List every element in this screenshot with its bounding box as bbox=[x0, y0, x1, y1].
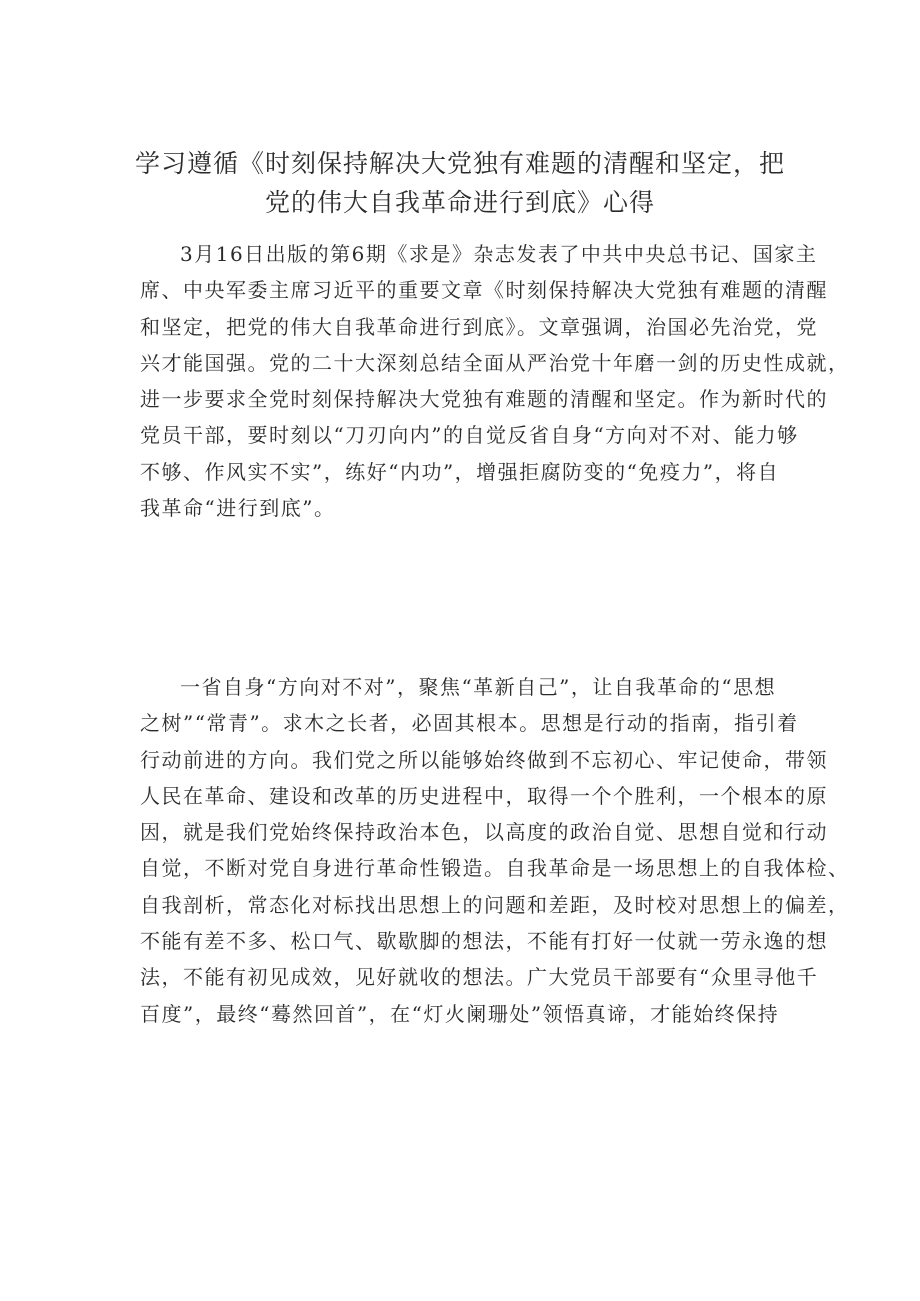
text-line: 一省自身“方向对不对”，聚焦“革新自己”，让自我革命的“思想 bbox=[180, 675, 777, 699]
text-line: 进一步要求全党时刻保持解决大党独有难题的清醒和坚定。作为新时代的 bbox=[140, 387, 828, 412]
text-line: 之树”“常青”。求木之长者，必固其根本。思想是行动的指南，指引着 bbox=[140, 711, 799, 736]
paragraph-section-one bbox=[140, 669, 850, 1032]
text-line: 我革命“进行到底”。 bbox=[140, 496, 336, 521]
text-line: 党员干部，要时刻以“刀刃向内”的自觉反省自身“方向对不对、能力够 bbox=[140, 423, 799, 448]
text-line: 和坚定，把党的伟大自我革命进行到底》。文章强调，治国必先治党，党 bbox=[140, 314, 818, 339]
text-line: 自觉，不断对党自身进行革命性锻造。自我革命是一场思想上的自我体检、 bbox=[140, 856, 850, 881]
text-line: 行动前进的方向。我们党之所以能够始终做到不忘初心、牢记使命，带领 bbox=[140, 747, 828, 772]
text-line: 自我剖析，常态化对标找出思想上的问题和差距，及时校对思想上的偏差， bbox=[140, 892, 850, 917]
paragraph-intro bbox=[140, 236, 850, 526]
text-line: 不够、作风实不实”，练好“内功”，增强拒腐防变的“免疫力”，将自 bbox=[140, 459, 780, 484]
text-line: 百度”，最终“蓦然回首”，在“灯火阑珊处”领悟真谛，才能始终保持 bbox=[140, 1001, 780, 1026]
text-line: 不能有差不多、松口气、歇歇脚的想法，不能有打好一仗就一劳永逸的想 bbox=[140, 929, 828, 954]
text-line: 人民在革命、建设和改革的历史进程中，取得一个个胜利，一个根本的原 bbox=[140, 783, 828, 808]
text-line: 兴才能国强。党的二十大深刻总结全面从严治党十年磨一剑的历史性成就， bbox=[140, 350, 850, 375]
title-line: 党的伟大自我革命进行到底》心得 bbox=[264, 188, 655, 217]
text-line: 席、中央军委主席习近平的重要文章《时刻保持解决大党独有难题的清醒 bbox=[140, 278, 828, 303]
text-line: 因，就是我们党始终保持政治本色，以高度的政治自觉、思想自觉和行动 bbox=[140, 820, 828, 845]
text-line: 3月16日出版的第6期《求是》杂志发表了中共中央总书记、国家主 bbox=[180, 242, 818, 266]
text-line: 法，不能有初见成效，见好就收的想法。广大党员干部要有“众里寻他千 bbox=[140, 965, 819, 990]
title-line: 学习遵循《时刻保持解决大党独有难题的清醒和坚定，把 bbox=[134, 149, 785, 178]
document-title bbox=[110, 144, 810, 222]
